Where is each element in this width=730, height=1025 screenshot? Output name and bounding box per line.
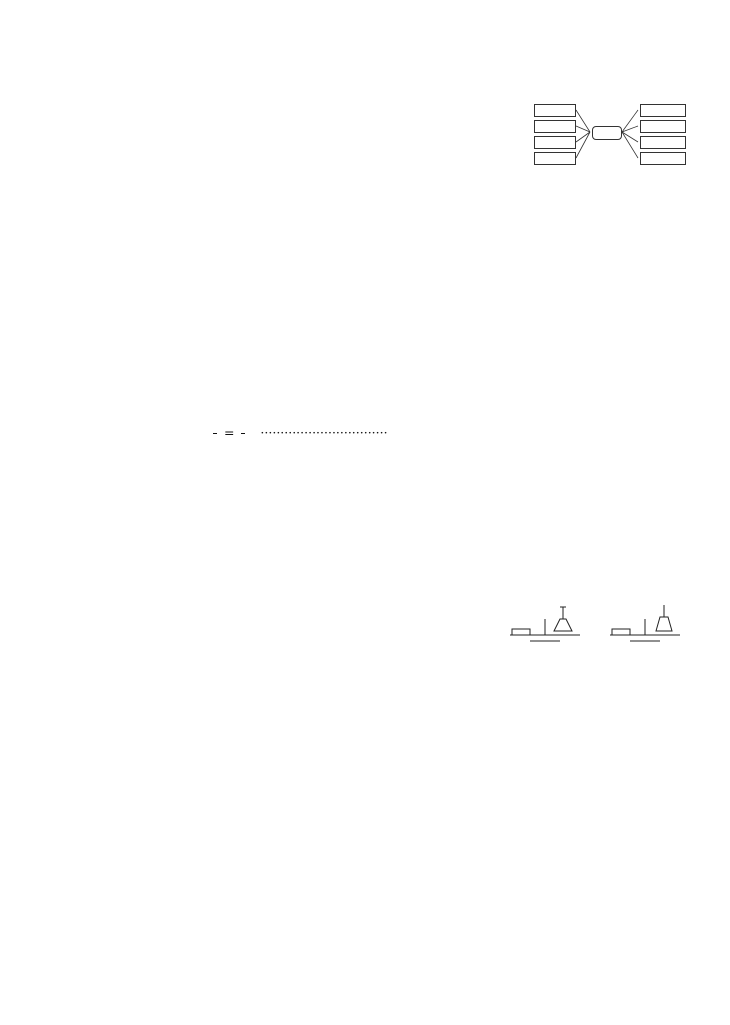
hcl-mind-map — [528, 98, 692, 166]
proportion: = ································ — [210, 418, 388, 448]
balance-drawing — [500, 585, 690, 655]
balance-figures — [500, 585, 690, 655]
map-connectors — [528, 98, 692, 166]
q28-1 — [100, 288, 124, 306]
